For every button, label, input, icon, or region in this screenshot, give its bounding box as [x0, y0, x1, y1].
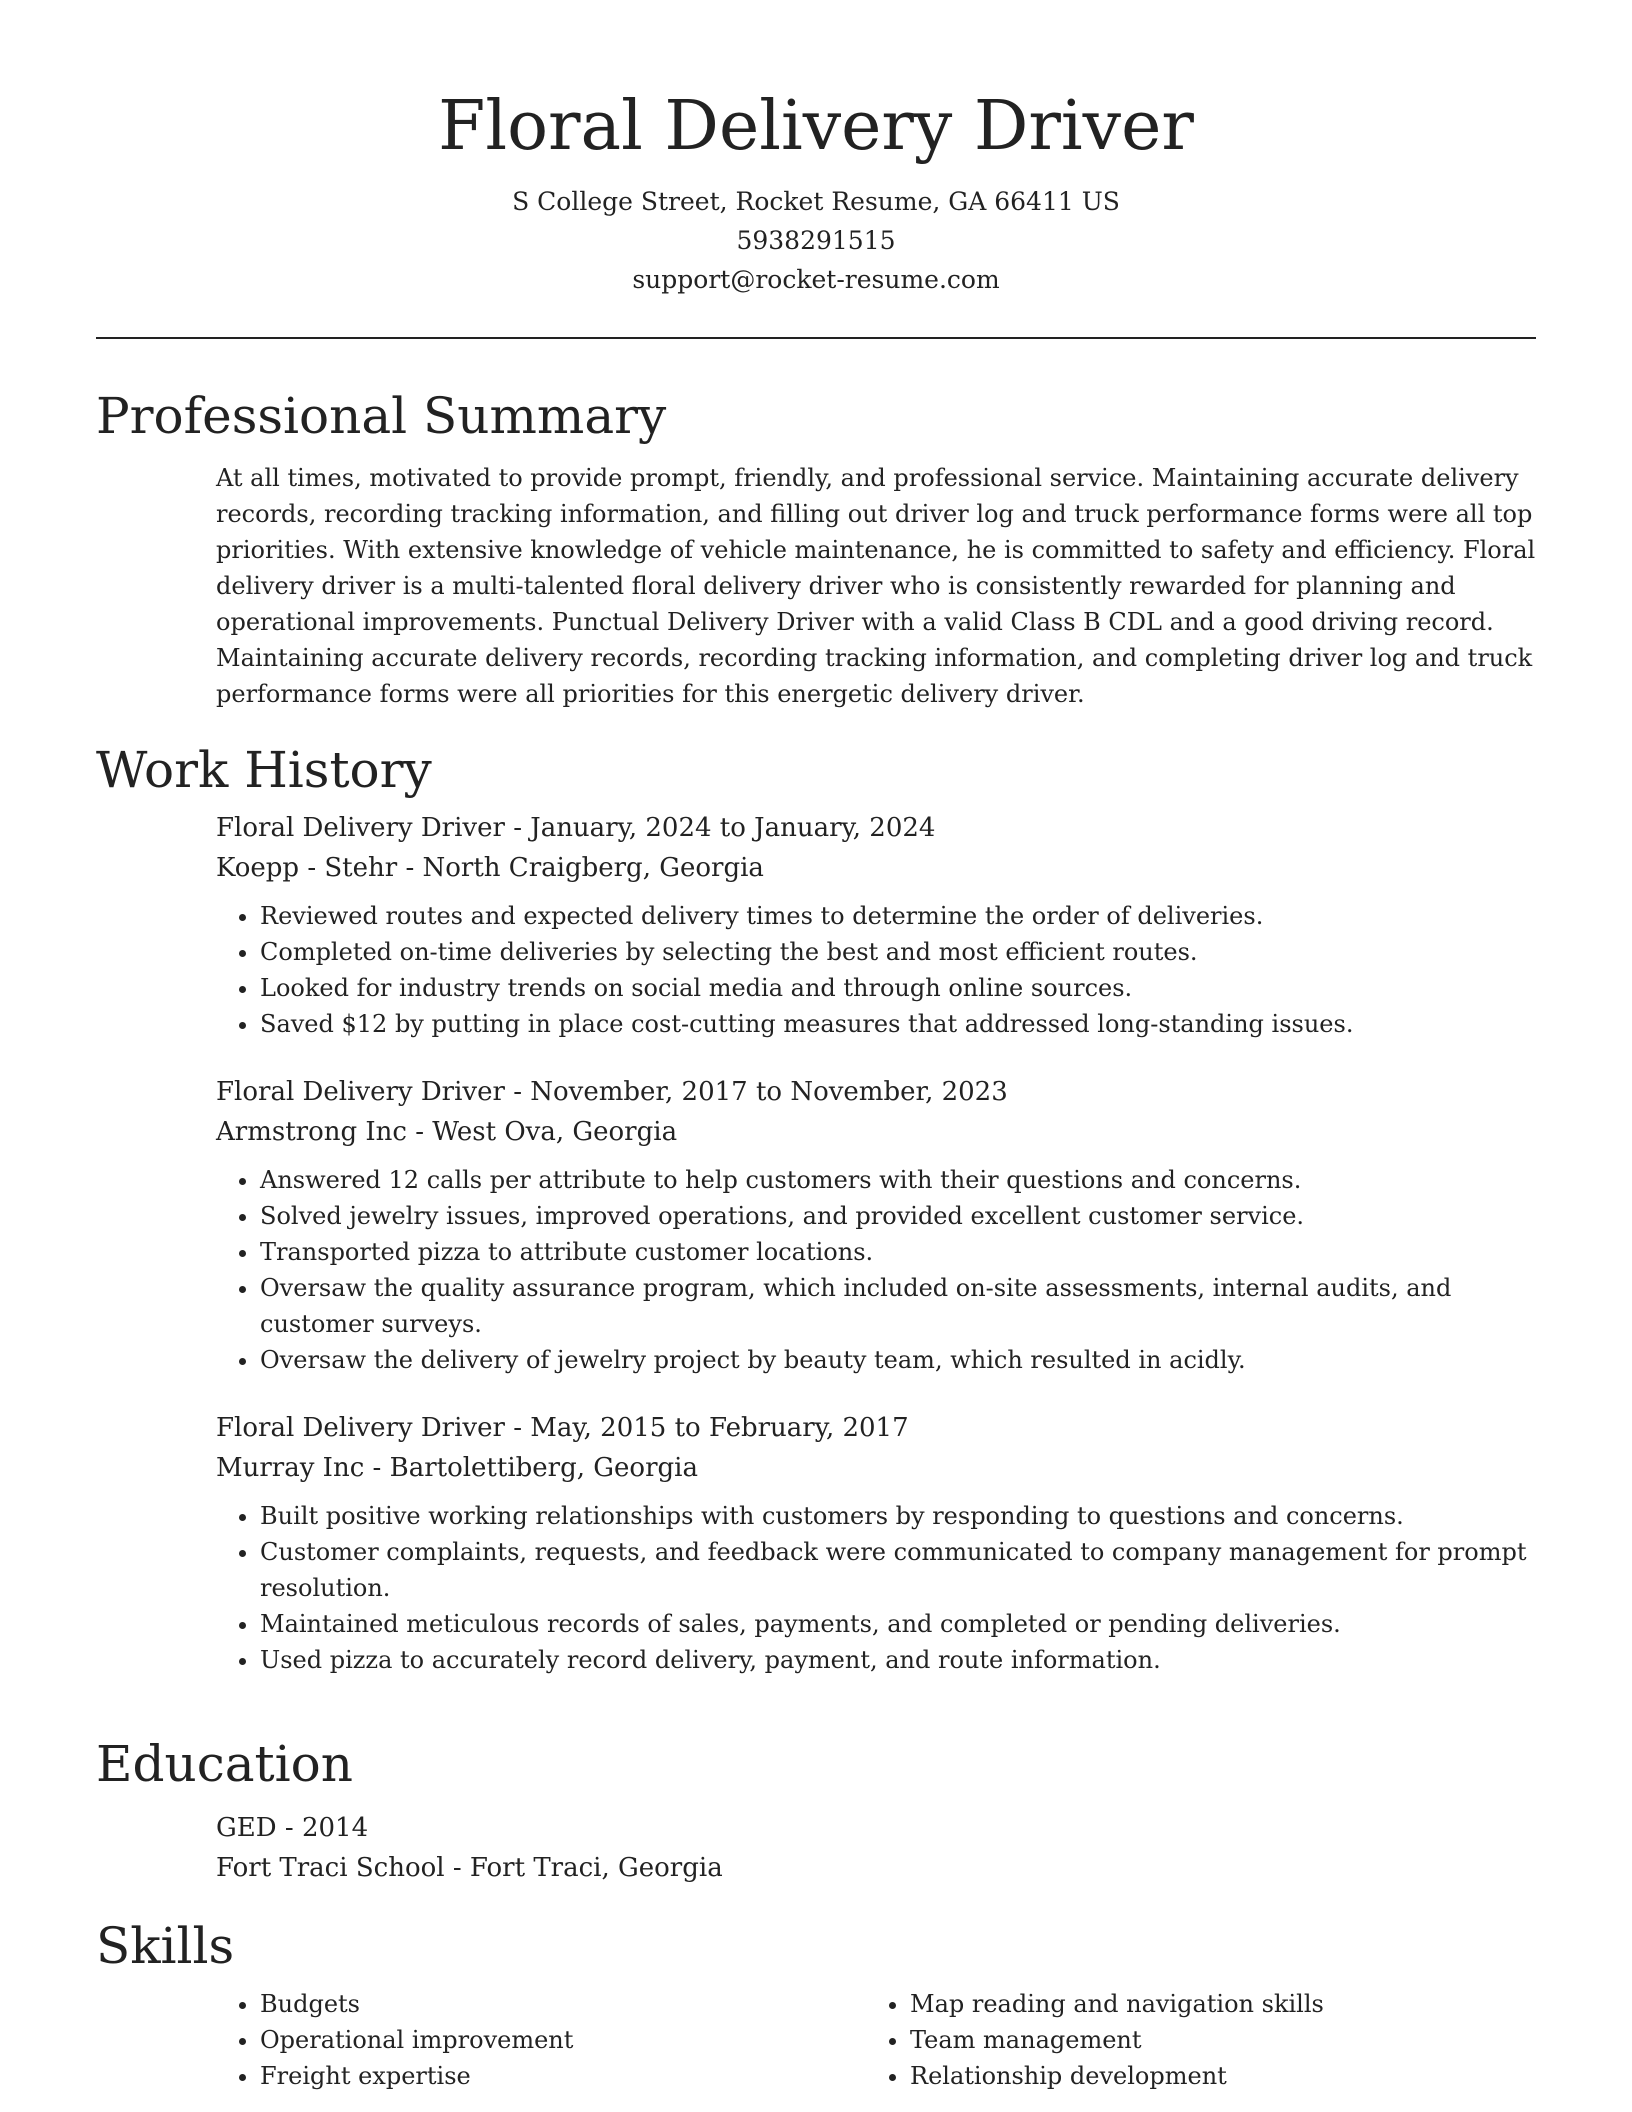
- job-bullets: [216, 898, 1536, 1042]
- education-heading: Education: [96, 1735, 353, 1793]
- job-role: Floral Delivery Driver: [216, 1077, 505, 1107]
- job-dates: November, 2017 to November, 2023: [530, 1077, 1008, 1107]
- summary-section: [96, 384, 1536, 712]
- work-history-section: [96, 738, 1536, 1708]
- job-title-line: [216, 1072, 1536, 1112]
- skills-section: [96, 1914, 1536, 2094]
- job-location: Bartolettiberg, Georgia: [389, 1453, 698, 1483]
- job-bullet: • Oversaw the delivery of jewelry project by beauty team, which resulted in acidly.: [260, 1342, 1536, 1378]
- skill-item: • Operational improvement: [260, 2022, 866, 2058]
- separator: -: [444, 1853, 470, 1883]
- job-title-line: [216, 808, 1536, 848]
- skill-item: • Budgets: [260, 1986, 866, 2022]
- separator: -: [504, 1413, 531, 1443]
- job-bullet: • Reviewed routes and expected delivery times to determine the order of deliveries.: [260, 898, 1536, 934]
- job-bullet: • Built positive working relationships with customers by responding to questions and concerns.: [260, 1498, 1536, 1534]
- job-entry: [216, 1072, 1536, 1378]
- contact-phone: 5938291515: [736, 226, 896, 255]
- education-body: [216, 1808, 1536, 1888]
- education-degree-line: [216, 1808, 1536, 1848]
- skills-grid: [216, 1986, 1536, 2094]
- education-school: Fort Traci School: [216, 1853, 445, 1883]
- education-location: Fort Traci, Georgia: [469, 1853, 723, 1883]
- job-company: Koepp - Stehr: [216, 853, 398, 883]
- contact-address: S College Street, Rocket Resume, GA 66411 US: [512, 187, 1120, 216]
- education-school-line: [216, 1848, 1536, 1888]
- job-entry: [216, 1408, 1536, 1678]
- skill-item: • Map reading and navigation skills: [910, 1986, 1516, 2022]
- education-section: [96, 1732, 1536, 1888]
- separator: -: [364, 1453, 390, 1483]
- separator: -: [504, 813, 531, 843]
- job-company-line: [216, 1448, 1536, 1488]
- separator: -: [504, 1077, 531, 1107]
- job-company: Armstrong Inc: [216, 1117, 407, 1147]
- separator: -: [276, 1813, 302, 1843]
- job-bullet: • Maintained meticulous records of sales, payments, and completed or pending deliveries.: [260, 1606, 1536, 1642]
- work-history-heading: Work History: [96, 741, 432, 799]
- job-bullets: [216, 1498, 1536, 1678]
- education-degree: GED: [216, 1813, 277, 1843]
- resume-header: [96, 0, 1536, 339]
- skills-heading: Skills: [96, 1917, 235, 1975]
- work-history-body: [216, 808, 1536, 1678]
- job-bullet: • Answered 12 calls per attribute to help customers with their questions and concerns.: [260, 1162, 1536, 1198]
- job-dates: January, 2024 to January, 2024: [530, 813, 936, 843]
- job-bullet: • Transported pizza to attribute customer locations.: [260, 1234, 1536, 1270]
- job-role: Floral Delivery Driver: [216, 813, 505, 843]
- job-bullet: • Customer complaints, requests, and feedback were communicated to company management for prompt resolution.: [260, 1534, 1536, 1606]
- summary-body: [216, 460, 1536, 712]
- job-company-line: [216, 1112, 1536, 1152]
- skill-item: • Team management: [910, 2022, 1516, 2058]
- job-entry: [216, 808, 1536, 1042]
- job-bullet: • Solved jewelry issues, improved operations, and provided excellent customer service.: [260, 1198, 1536, 1234]
- job-bullet: • Saved $12 by putting in place cost-cutting measures that addressed long-standing issues.: [260, 1006, 1536, 1042]
- separator: -: [397, 853, 423, 883]
- skills-body: [216, 1986, 1536, 2094]
- skill-item: • Freight expertise: [260, 2058, 866, 2094]
- contact-block: [96, 182, 1536, 299]
- education-year: 2014: [301, 1813, 369, 1843]
- separator: -: [406, 1117, 433, 1147]
- skill-item: • Relationship development: [910, 2058, 1516, 2094]
- skills-column-right: [866, 1986, 1516, 2094]
- resume-page: [96, 0, 1536, 2090]
- job-location: North Craigberg, Georgia: [422, 853, 764, 883]
- job-role: Floral Delivery Driver: [216, 1413, 505, 1443]
- job-dates: May, 2015 to February, 2017: [530, 1413, 909, 1443]
- header-divider: [96, 337, 1536, 339]
- job-title-line: [216, 1408, 1536, 1448]
- skills-list-right: [866, 1986, 1516, 2094]
- job-bullet: • Completed on-time deliveries by selecting the best and most efficient routes.: [260, 934, 1536, 970]
- skills-list-left: [216, 1986, 866, 2094]
- job-bullet: • Oversaw the quality assurance program, which included on-site assessments, internal audits, and customer surveys.: [260, 1270, 1536, 1342]
- job-company-line: [216, 848, 1536, 888]
- job-bullets: [216, 1162, 1536, 1378]
- summary-text: At all times, motivated to provide prompt, friendly, and professional service. Maintaining accurate delivery records, recording tracking information, and filling out driver log and truck performance forms were all top priorities. With extensive knowledge of vehicle maintenance, he is committed to safety and efficiency. Floral delivery driver is a multi-talented floral delivery driver who is consistently rewarded for planning and operational improvements. Punctual Delivery Driver with a valid Class B CDL and a good driving record. Maintaining accurate delivery records, recording tracking information, and completing driver log and truck performance forms were all priorities for this energetic delivery driver.: [216, 464, 1536, 708]
- job-bullet: • Looked for industry trends on social media and through online sources.: [260, 970, 1536, 1006]
- summary-heading: Professional Summary: [96, 387, 667, 445]
- job-bullet: • Used pizza to accurately record delivery, payment, and route information.: [260, 1642, 1536, 1678]
- skills-column-left: [216, 1986, 866, 2094]
- contact-email: support@rocket-resume.com: [632, 265, 1000, 294]
- job-company: Murray Inc: [216, 1453, 365, 1483]
- candidate-name: Floral Delivery Driver: [438, 87, 1194, 166]
- job-location: West Ova, Georgia: [432, 1117, 678, 1147]
